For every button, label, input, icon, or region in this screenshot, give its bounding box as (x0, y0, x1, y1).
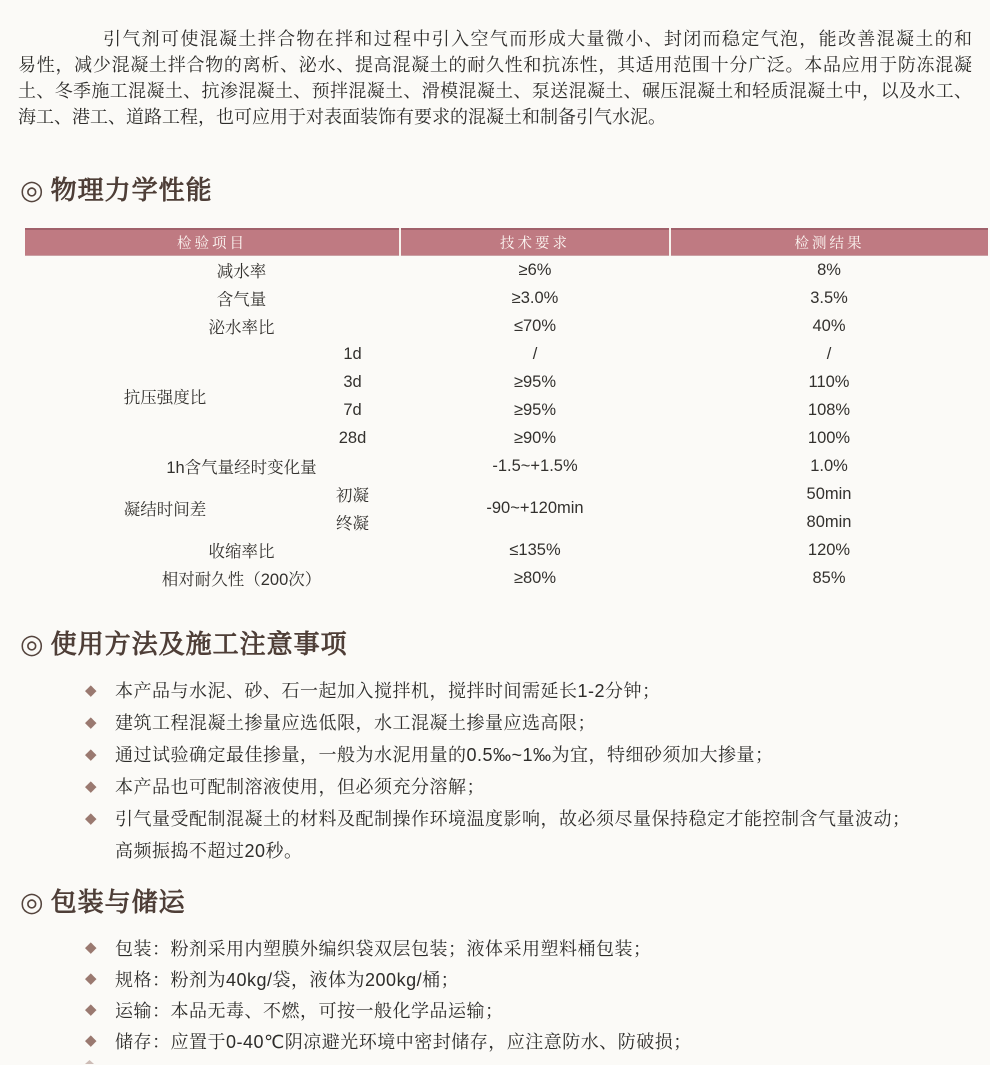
table-cell-result: 3.5% (810, 288, 848, 307)
list-item-text: 储存：应置于0-40℃阴凉避光环境中密封储存，应注意防水、防破损； (115, 1031, 692, 1052)
section-title: 包装与储运 (50, 887, 186, 917)
table-cell-requirement: / (532, 344, 538, 363)
table-cell-requirement: -90~+120min (486, 498, 584, 517)
diamond-bullet-icon: ◆ (85, 1001, 97, 1018)
table-header-row (25, 229, 988, 256)
table-cell-item: 1h含气量经时变化量 (166, 459, 317, 477)
list-item-text: 通过试验确定最佳掺量，一般为水泥用量的0.5‰~1‰为宜，特细砂须加大掺量； (115, 745, 774, 765)
section-title: 使用方法及施工注意事项 (50, 629, 348, 659)
table-cell-item: 相对耐久性（200次） (161, 571, 322, 589)
list-item-text: 规格：粉剂为40kg/袋，液体为200kg/桶； (115, 969, 460, 990)
table-cell-requirement: ≥95% (513, 372, 557, 391)
section-marker-icon: ◎ (20, 629, 45, 659)
table-cell-requirement: ≤135% (509, 540, 561, 559)
table-cell-requirement: ≤70% (513, 316, 557, 335)
table-cell-result: 80min (806, 512, 852, 531)
diamond-bullet-icon: ◆ (85, 970, 97, 987)
table-row (25, 256, 988, 285)
list-item-text: 包装：粉剂采用内塑膜外编织袋双层包装；液体采用塑料桶包装； (115, 938, 652, 959)
table-cell-requirement: ≥3.0% (511, 288, 559, 307)
list-item-text: 本产品也可配制溶液使用，但必须充分溶解； (115, 777, 485, 797)
list-item (85, 770, 965, 802)
table-cell-sub-item: 初凝 (336, 487, 369, 505)
table-cell-result: 100% (807, 428, 851, 447)
intro-line: 易性，减少混凝土拌合物的离析、泌水、提高混凝土的耐久性和抗冻性，其适用范围十分广泛。本品应用于防冻混凝 (18, 55, 972, 75)
usage-list (85, 674, 965, 866)
table-cell-sub-item: 7d (343, 400, 362, 419)
diamond-bullet-icon: ◆ (85, 745, 97, 763)
diamond-bullet-icon (85, 1060, 94, 1064)
physical-properties-table (25, 228, 988, 592)
table-cell-result: 108% (807, 400, 851, 419)
intro-line: 土、冬季施工混凝土、抗渗混凝土、预拌混凝土、滑模混凝土、泵送混凝土、碾压混凝土和轻质混凝土中，以及水工、 (18, 81, 972, 101)
table-cell-sub-item: 终凝 (336, 515, 369, 533)
list-item (85, 706, 965, 738)
list-item (85, 674, 965, 706)
diamond-bullet-icon: ◆ (85, 939, 97, 956)
packaging-list (85, 932, 965, 1056)
list-item (85, 802, 965, 834)
list-item (85, 738, 965, 770)
table-cell-sub-item: 28d (338, 428, 367, 447)
table-cell-result: 85% (812, 568, 846, 587)
table-cell-result: 1.0% (810, 456, 848, 475)
table-cell-requirement: ≥6% (518, 260, 552, 279)
list-item-text: 高频振捣不超过20秒。 (115, 841, 303, 861)
table-cell-result: 110% (808, 372, 850, 391)
section-heading-packaging-storage (20, 886, 186, 918)
intro-line: 海工、港工、道路工程，也可应用于对表面装饰有要求的混凝土和制备引气水泥。 (18, 107, 666, 127)
diamond-bullet-icon: ◆ (85, 809, 97, 827)
table-row (25, 340, 988, 368)
table-cell-requirement: ≥90% (513, 428, 557, 447)
section-heading-usage-instructions (20, 628, 348, 660)
table-cell-result: 50min (806, 484, 852, 503)
table-header-technical-requirement: 技术要求 (400, 229, 670, 256)
table-cell-group-label: 凝结时间差 (123, 501, 207, 519)
list-item (85, 932, 965, 963)
table-row (25, 480, 988, 508)
table-header-inspection-item: 检验项目 (25, 229, 400, 256)
table-cell-sub-item: 3d (343, 372, 362, 391)
diamond-bullet-icon: ◆ (85, 1032, 97, 1049)
section-title: 物理力学性能 (50, 175, 213, 205)
clipped-text-row (85, 1059, 900, 1064)
diamond-bullet-icon: ◆ (85, 777, 97, 795)
intro-line: 引气剂可使混凝土拌合物在拌和过程中引入空气而形成大量微小、封闭而稳定气泡，能改善混凝土的和 (103, 29, 972, 49)
diamond-bullet-icon: ◆ (85, 713, 97, 731)
list-item-continuation (85, 834, 965, 866)
table-cell-item: 减水率 (216, 263, 267, 281)
list-item (85, 1025, 965, 1056)
table-row (25, 312, 988, 340)
table-cell-result: 120% (807, 540, 851, 559)
table-cell-sub-item: 1d (343, 344, 362, 363)
section-heading-physical-properties (20, 174, 213, 206)
diamond-bullet-icon: ◆ (85, 681, 97, 699)
list-item-text: 建筑工程混凝土掺量应选低限，水工混凝土掺量应选高限； (115, 713, 596, 733)
table-cell-result: 40% (812, 316, 846, 335)
table-row (25, 536, 988, 564)
list-item (85, 963, 965, 994)
table-cell-item: 泌水率比 (208, 319, 275, 337)
section-marker-icon: ◎ (20, 887, 45, 917)
table-cell-requirement: ≥95% (513, 400, 557, 419)
table-cell-result: 8% (817, 260, 841, 279)
table-cell-item: 收缩率比 (208, 543, 275, 561)
table-cell-item: 含气量 (216, 291, 267, 309)
section-marker-icon: ◎ (20, 175, 45, 205)
table-header-test-result: 检测结果 (670, 229, 988, 256)
list-item (85, 994, 965, 1025)
table-row (25, 452, 988, 480)
table-cell-requirement: ≥80% (513, 568, 557, 587)
list-item-text: 引气量受配制混凝土的材料及配制操作环境温度影响，故必须尽量保持稳定才能控制含气量波动； (115, 809, 911, 829)
table-cell-result: / (826, 344, 832, 363)
table-row (25, 564, 988, 592)
table-row (25, 284, 988, 312)
list-item-text: 本产品与水泥、砂、石一起加入搅拌机，搅拌时间需延长1-2分钟； (115, 681, 661, 701)
table-cell-requirement: -1.5~+1.5% (492, 456, 578, 475)
list-item-text: 运输：本品无毒、不燃，可按一般化学品运输； (115, 1000, 504, 1021)
intro-paragraph (18, 26, 972, 130)
table-cell-group-label: 抗压强度比 (123, 389, 207, 407)
